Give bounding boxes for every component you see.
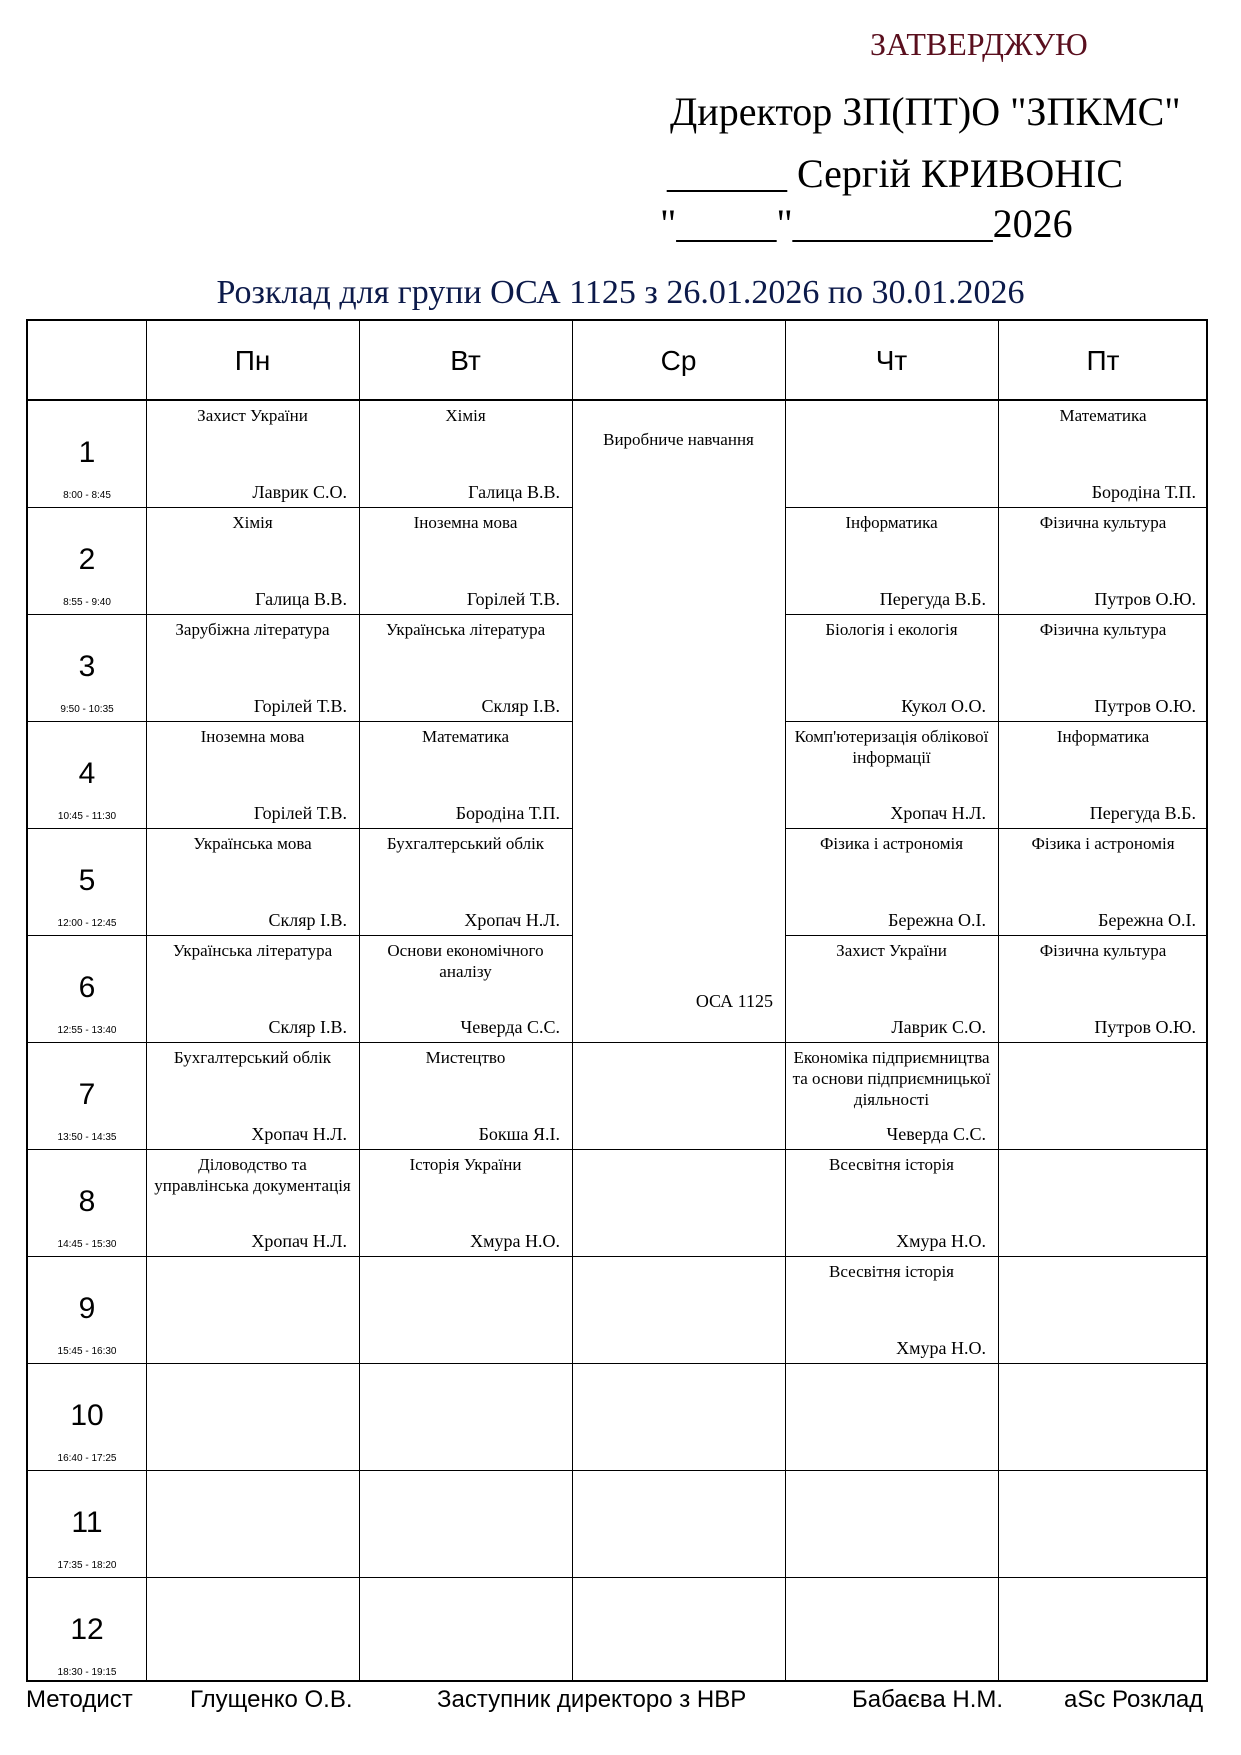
period-time: 17:35 - 18:20 bbox=[57, 1560, 117, 1571]
director-signature-line: ______ Сергій КРИВОНІС bbox=[667, 151, 1124, 196]
lesson-teacher: Лаврик С.О. bbox=[252, 482, 347, 502]
period-number: 5 bbox=[78, 864, 96, 897]
practice-group: ОСА 1125 bbox=[695, 991, 773, 1011]
period-time: 10:45 - 11:30 bbox=[57, 811, 117, 822]
period-label bbox=[28, 1363, 146, 1470]
lesson-subject: Захист України bbox=[197, 406, 308, 425]
lesson-subject: Математика bbox=[1059, 406, 1147, 425]
lesson-cell[interactable] bbox=[785, 935, 998, 1042]
period-label bbox=[28, 721, 146, 828]
lesson-cell[interactable] bbox=[998, 828, 1208, 935]
grid-row-divider bbox=[28, 1470, 1208, 1471]
lesson-subject: Історія України bbox=[409, 1155, 522, 1174]
lesson-cell[interactable] bbox=[785, 1256, 998, 1363]
lesson-subject: Іноземна мова bbox=[413, 513, 518, 532]
footer-methodist-label: Методист bbox=[26, 1686, 133, 1713]
lesson-cell[interactable] bbox=[146, 828, 359, 935]
lesson-subject: Основи економічного аналізу bbox=[387, 941, 544, 981]
lesson-subject: Всесвітня історія bbox=[829, 1262, 954, 1281]
lesson-teacher: Перегуда В.Б. bbox=[879, 589, 986, 609]
lesson-teacher: Скляр І.В. bbox=[268, 910, 347, 930]
lesson-cell[interactable] bbox=[359, 828, 572, 935]
lesson-subject: Хімія bbox=[445, 406, 486, 425]
period-number: 6 bbox=[78, 971, 96, 1004]
day-header: Ср bbox=[660, 344, 697, 376]
lesson-subject: Бухгалтерський облік bbox=[173, 1048, 332, 1067]
lesson-teacher: Путров О.Ю. bbox=[1094, 696, 1196, 716]
period-number: 11 bbox=[71, 1506, 103, 1539]
lesson-cell[interactable] bbox=[785, 1042, 998, 1149]
period-time: 9:50 - 10:35 bbox=[60, 704, 114, 715]
lesson-cell[interactable] bbox=[785, 721, 998, 828]
period-label bbox=[28, 1256, 146, 1363]
period-time: 18:30 - 19:15 bbox=[57, 1667, 117, 1678]
lesson-teacher: Путров О.Ю. bbox=[1094, 589, 1196, 609]
day-header: Чт bbox=[875, 344, 908, 376]
lesson-subject: Хімія bbox=[232, 513, 273, 532]
day-header: Пт bbox=[1086, 344, 1120, 376]
lesson-subject: Українська література bbox=[172, 941, 333, 960]
approval-stamp-label: ЗАТВЕРДЖУЮ bbox=[870, 26, 1088, 62]
practice-subject: Виробниче навчання bbox=[603, 430, 754, 449]
period-time: 8:55 - 9:40 bbox=[63, 597, 111, 608]
lesson-cell[interactable] bbox=[146, 935, 359, 1042]
schedule-grid bbox=[26, 319, 1208, 1682]
lesson-teacher: Хмура Н.О. bbox=[896, 1338, 986, 1358]
period-time: 14:45 - 15:30 bbox=[57, 1239, 117, 1250]
lesson-teacher: Хропач Н.Л. bbox=[464, 910, 560, 930]
period-number: 12 bbox=[70, 1613, 104, 1646]
lesson-teacher: Чеверда С.С. bbox=[460, 1017, 560, 1037]
footer-software: aSc Розклад bbox=[1064, 1686, 1204, 1713]
period-label bbox=[28, 828, 146, 935]
lesson-subject: Фізика і астрономія bbox=[819, 834, 964, 853]
lesson-teacher: Галица В.В. bbox=[468, 482, 560, 502]
period-number: 8 bbox=[78, 1185, 96, 1218]
period-label bbox=[28, 507, 146, 614]
grid-row-divider bbox=[28, 1363, 1208, 1364]
lesson-cell[interactable] bbox=[146, 1149, 359, 1256]
lesson-cell[interactable] bbox=[998, 507, 1208, 614]
period-number: 10 bbox=[70, 1399, 104, 1432]
lesson-subject: Інформатика bbox=[845, 513, 938, 532]
lesson-subject: Мистецтво bbox=[425, 1048, 506, 1067]
period-label bbox=[28, 614, 146, 721]
lesson-cell[interactable] bbox=[146, 721, 359, 828]
lesson-cell[interactable] bbox=[359, 507, 572, 614]
practice-block[interactable] bbox=[572, 400, 785, 1042]
lesson-subject: Фізика і астрономія bbox=[1031, 834, 1175, 853]
lesson-teacher: Бородіна Т.П. bbox=[455, 803, 560, 823]
lesson-cell[interactable] bbox=[146, 614, 359, 721]
period-time: 8:00 - 8:45 bbox=[63, 490, 111, 501]
period-number: 2 bbox=[78, 543, 96, 576]
lesson-subject: Фізична культура bbox=[1039, 513, 1167, 532]
lesson-subject: Математика bbox=[421, 727, 510, 746]
lesson-cell[interactable] bbox=[785, 1149, 998, 1256]
period-label bbox=[28, 1042, 146, 1149]
lesson-subject: Українська література bbox=[385, 620, 546, 639]
lesson-teacher: Скляр І.В. bbox=[268, 1017, 347, 1037]
lesson-cell[interactable] bbox=[146, 400, 359, 507]
lesson-teacher: Бородіна Т.П. bbox=[1091, 482, 1196, 502]
lesson-cell[interactable] bbox=[359, 614, 572, 721]
lesson-teacher: Бокша Я.І. bbox=[478, 1124, 560, 1144]
lesson-cell[interactable] bbox=[359, 721, 572, 828]
footer-deputy-label: Заступник директоро з НВР bbox=[437, 1686, 747, 1713]
period-label bbox=[28, 1470, 146, 1577]
approval-date-line: "_____"__________2026 bbox=[660, 201, 1073, 246]
page-title: Розклад для групи ОСА 1125 з 26.01.2026 по 30.01.2026 bbox=[216, 274, 1025, 311]
lesson-subject: Комп'ютеризація облікової інформації bbox=[794, 727, 989, 767]
lesson-cell[interactable] bbox=[785, 507, 998, 614]
lesson-teacher: Горілей Т.В. bbox=[253, 696, 347, 716]
lesson-cell[interactable] bbox=[998, 400, 1208, 507]
period-time: 12:00 - 12:45 bbox=[57, 918, 117, 929]
lesson-cell[interactable] bbox=[785, 614, 998, 721]
grid-row-divider bbox=[28, 1256, 1208, 1257]
lesson-teacher: Хропач Н.Л. bbox=[251, 1124, 347, 1144]
director-title: Директор ЗП(ПТ)О "ЗПКМС" bbox=[670, 89, 1181, 134]
period-time: 13:50 - 14:35 bbox=[57, 1132, 117, 1143]
lesson-teacher: Бережна О.І. bbox=[1098, 910, 1196, 930]
lesson-subject: Фізична культура bbox=[1039, 941, 1167, 960]
lesson-teacher: Хропач Н.Л. bbox=[251, 1231, 347, 1251]
period-label bbox=[28, 400, 146, 507]
lesson-subject: Всесвітня історія bbox=[829, 1155, 954, 1174]
lesson-teacher: Лаврик С.О. bbox=[891, 1017, 986, 1037]
lesson-cell[interactable] bbox=[359, 935, 572, 1042]
lesson-subject: Захист України bbox=[836, 941, 947, 960]
lesson-subject: Інформатика bbox=[1056, 727, 1150, 746]
footer-methodist-name: Глущенко О.В. bbox=[190, 1686, 353, 1713]
period-time: 16:40 - 17:25 bbox=[57, 1453, 117, 1464]
period-label bbox=[28, 1577, 146, 1684]
lesson-subject: Бухгалтерський облік bbox=[386, 834, 545, 853]
lesson-subject: Діловодство та управлінська документація bbox=[154, 1155, 351, 1195]
lesson-cell[interactable] bbox=[359, 400, 572, 507]
lesson-teacher: Перегуда В.Б. bbox=[1089, 803, 1196, 823]
lesson-cell[interactable] bbox=[785, 828, 998, 935]
lesson-cell[interactable] bbox=[359, 1042, 572, 1149]
period-number: 1 bbox=[78, 436, 96, 469]
period-number: 7 bbox=[78, 1078, 96, 1111]
period-number: 3 bbox=[78, 650, 96, 683]
period-label bbox=[28, 1149, 146, 1256]
lesson-teacher: Скляр І.В. bbox=[481, 696, 560, 716]
period-number: 4 bbox=[78, 757, 96, 790]
lesson-subject: Біологія і екологія bbox=[825, 620, 958, 639]
footer-deputy-name: Бабаєва Н.М. bbox=[852, 1686, 1004, 1713]
day-header: Пн bbox=[234, 344, 271, 376]
lesson-cell[interactable] bbox=[998, 614, 1208, 721]
period-time: 12:55 - 13:40 bbox=[57, 1025, 117, 1036]
lesson-subject: Українська мова bbox=[193, 834, 312, 853]
lesson-subject: Економіка підприємництва та основи підприємницької діяльності bbox=[792, 1048, 991, 1109]
lesson-cell[interactable] bbox=[146, 507, 359, 614]
lesson-teacher: Чеверда С.С. bbox=[886, 1124, 986, 1144]
lesson-teacher: Путров О.Ю. bbox=[1094, 1017, 1196, 1037]
lesson-teacher: Хмура Н.О. bbox=[470, 1231, 560, 1251]
lesson-teacher: Бережна О.І. bbox=[888, 910, 986, 930]
day-header: Вт bbox=[450, 344, 481, 376]
lesson-subject: Іноземна мова bbox=[200, 727, 305, 746]
lesson-cell[interactable] bbox=[146, 1042, 359, 1149]
lesson-subject: Фізична культура bbox=[1039, 620, 1167, 639]
lesson-teacher: Хропач Н.Л. bbox=[890, 803, 986, 823]
lesson-teacher: Горілей Т.В. bbox=[466, 589, 560, 609]
period-label bbox=[28, 935, 146, 1042]
lesson-cell[interactable] bbox=[359, 1149, 572, 1256]
lesson-subject: Зарубіжна література bbox=[175, 620, 330, 639]
lesson-cell[interactable] bbox=[998, 935, 1208, 1042]
lesson-teacher: Горілей Т.В. bbox=[253, 803, 347, 823]
lesson-teacher: Галица В.В. bbox=[255, 589, 347, 609]
period-number: 9 bbox=[78, 1292, 96, 1325]
period-time: 15:45 - 16:30 bbox=[57, 1346, 117, 1357]
lesson-teacher: Хмура Н.О. bbox=[896, 1231, 986, 1251]
lesson-teacher: Кукол О.О. bbox=[901, 696, 986, 716]
grid-row-divider bbox=[28, 1577, 1208, 1578]
lesson-cell[interactable] bbox=[998, 721, 1208, 828]
